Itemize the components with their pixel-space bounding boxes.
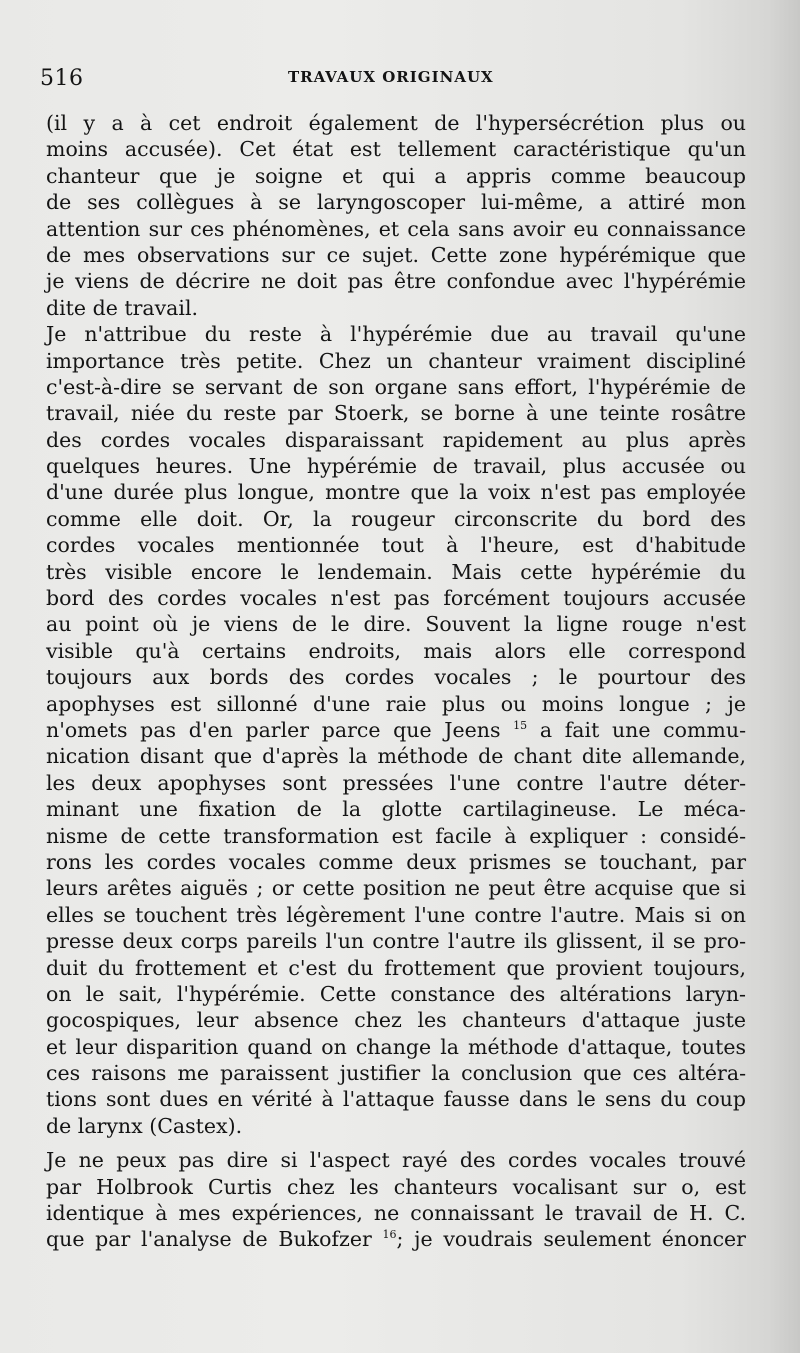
text-line: Je n'attribue du reste à l'hypérémie due au travail qu'une [46,322,746,347]
text-line: bord des cordes vocales n'est pas forcément toujours accusée [46,586,746,611]
text-line: et leur disparition quand on change la méthode d'attaque, toutes [46,1034,746,1059]
text-line: visible qu'à certains endroits, mais alors elle correspond [46,638,746,663]
text-line: comme elle doit. Or, la rougeur circonscrite du bord des [46,506,746,531]
text-line: nisme de cette transformation est facile à expliquer : considé- [46,823,746,848]
text-line: rons les cordes vocales comme deux prismes se touchant, par [46,849,746,874]
text-line-with-footnote [46,1226,746,1252]
text-line: des cordes vocales disparaissant rapidement au plus après [46,427,746,452]
line-tail: ; je voudrais seulement énoncer [396,1227,746,1252]
page-number: 516 [40,66,84,91]
text-line: nication disant que d'après la méthode de chant dite allemande, [46,744,746,769]
paragraph-2 [46,321,746,1139]
text-line: Je ne peux pas dire si l'aspect rayé des cordes vocales trouvé [46,1148,746,1173]
footnote-ref-15: 15 [513,718,528,732]
text-line: cordes vocales mentionnée tout à l'heure, est d'habitude [46,533,746,558]
text-line: c'est-à-dire se servant de son organe sans effort, l'hypérémie de [46,374,746,399]
text-line: je viens de décrire ne doit pas être confondue avec l'hypérémie [46,269,746,294]
text-line: de ses collègues à se laryngoscoper lui-même, a attiré mon [46,190,746,215]
text-line: les deux apophyses sont pressées l'une contre l'autre déter- [46,770,746,795]
text-line: gocospiques, leur absence chez les chanteurs d'attaque juste [46,1008,746,1033]
text-line: de mes observations sur ce sujet. Cette zone hypérémique que [46,242,746,267]
paragraph-3 [46,1147,746,1253]
text-line: tions sont dues en vérité à l'attaque fausse dans le sens du coup [46,1087,746,1112]
text-line: d'une durée plus longue, montre que la voix n'est pas employée [46,480,746,505]
text-line: identique à mes expériences, ne connaissant le travail de H. C. [46,1201,746,1226]
text-line: ces raisons me paraissent justifier la conclusion que ces altéra- [46,1061,746,1086]
line-text: n'omets pas d'en parler parce que Jeens [46,717,501,742]
text-line: elles se touchent très légèrement l'une contre l'autre. Mais si on [46,902,746,927]
text-line: attention sur ces phénomènes, et cela sans avoir eu connaissance [46,216,746,241]
text-line: chanteur que je soigne et qui a appris comme beaucoup [46,163,746,188]
text-line: on le sait, l'hypérémie. Cette constance des altérations laryn- [46,981,746,1006]
text-line: importance très petite. Chez un chanteur vraiment discipliné [46,348,746,373]
text-line: toujours aux bords des cordes vocales ; le pourtour des [46,665,746,690]
text-line: travail, niée du reste par Stoerk, se borne à une teinte rosâtre [46,401,746,426]
text-line: très visible encore le lendemain. Mais cette hypérémie du [46,559,746,584]
line-tail: a fait une commu- [527,717,746,742]
footnote-ref-16: 16 [382,1228,397,1242]
text-line: par Holbrook Curtis chez les chanteurs vocalisant sur o, est [46,1174,746,1199]
text-line-with-footnote [46,717,746,743]
line-text: que par l'analyse de Bukofzer [46,1227,372,1252]
text-line: minant une fixation de la glotte cartilagineuse. Le méca- [46,797,746,822]
text-line: leurs arêtes aiguës ; or cette position ne peut être acquise que si [46,876,746,901]
body-text [46,110,746,1253]
text-line: apophyses est sillonné d'une raie plus ou moins longue ; je [46,691,746,716]
text-line: (il y a à cet endroit également de l'hypersécrétion plus ou [46,111,746,135]
text-line: presse deux corps pareils l'un contre l'autre ils glissent, il se pro- [46,929,746,954]
page-header [38,62,738,92]
text-line: quelques heures. Une hypérémie de travail, plus accusée ou [46,454,746,479]
text-line: duit du frottement et c'est du frottement que provient toujours, [46,955,746,980]
text-line: au point où je viens de le dire. Souvent la ligne rouge n'est [46,612,746,637]
running-head: TRAVAUX ORIGINAUX [288,68,494,86]
text-line: de larynx (Castex). [46,1113,243,1138]
text-line: moins accusée). Cet état est tellement caractéristique qu'un [46,137,746,162]
text-line: dite de travail. [46,295,199,320]
paragraph-1 [46,110,746,321]
